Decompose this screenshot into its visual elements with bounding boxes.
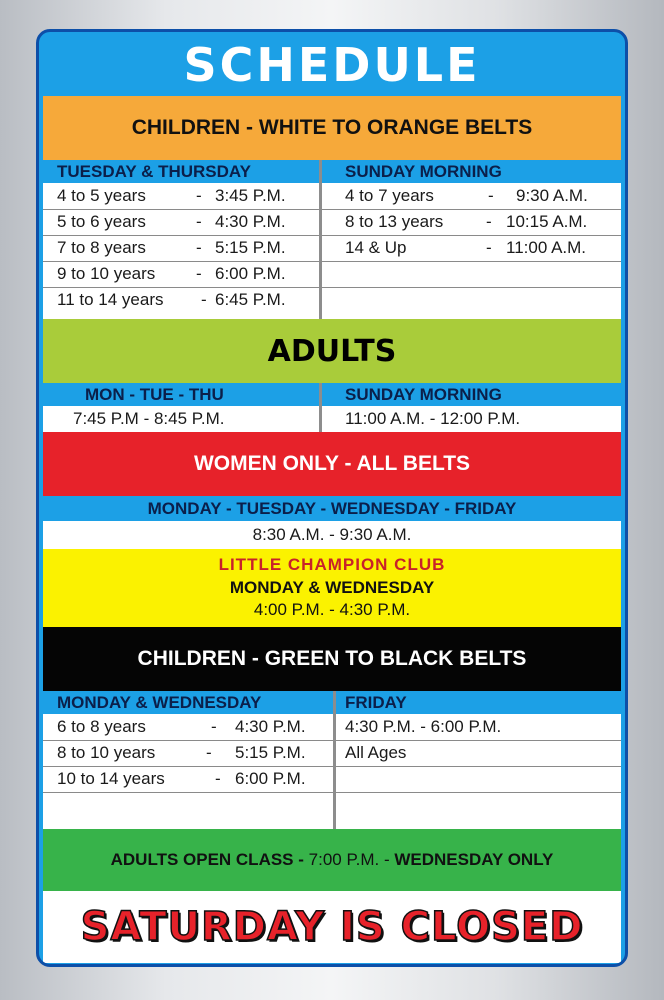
little-champion-days: MONDAY & WEDNESDAY: [229, 578, 435, 597]
children-green-left-header: MONDAY & WEDNESDAY: [57, 693, 262, 712]
list-item: 5 to 6 years: [57, 212, 146, 231]
adults-right-time: 11:00 A.M. - 12:00 P.M.: [345, 409, 521, 428]
list-item: 8 to 13 years: [345, 212, 444, 231]
list-item-time: 3:45 P.M.: [215, 186, 286, 205]
open-class-label: ADULTS OPEN CLASS -: [110, 850, 304, 869]
schedule-board: [36, 29, 628, 967]
list-item-time: 10:15 A.M.: [506, 212, 588, 231]
list-item: 7 to 8 years: [57, 238, 146, 257]
little-champion-section: [43, 549, 621, 627]
children-green-heading: CHILDREN - GREEN TO BLACK BELTS: [43, 627, 621, 691]
list-item: 6 to 8 years: [57, 717, 146, 736]
adults-heading: ADULTS: [43, 319, 621, 383]
open-class-section: [43, 829, 621, 891]
open-class-note: WEDNESDAY ONLY: [394, 850, 554, 869]
list-item-time: 5:15 P.M.: [235, 743, 306, 762]
list-item: 14 & Up: [345, 238, 407, 257]
children-white-header-row: [43, 160, 621, 183]
adults-left-time: 7:45 P.M - 8:45 P.M.: [73, 409, 225, 428]
children-white-left-header: TUESDAY & THURSDAY: [57, 162, 251, 181]
list-item: 9 to 10 years: [57, 264, 156, 283]
closed-notice-section: [43, 891, 621, 963]
list-item-time: 6:45 P.M.: [215, 290, 286, 309]
list-item: 10 to 14 years: [57, 769, 165, 788]
women-time: 8:30 A.M. - 9:30 A.M.: [252, 525, 412, 544]
women-heading: WOMEN ONLY - ALL BELTS: [43, 432, 621, 496]
children-white-heading: CHILDREN - WHITE TO ORANGE BELTS: [43, 96, 621, 160]
children-white-right-header: SUNDAY MORNING: [345, 162, 502, 181]
children-green-header-row: [43, 691, 621, 714]
adults-grid: [43, 406, 621, 432]
friday-time: 4:30 P.M. - 6:00 P.M.: [345, 717, 502, 736]
closed-notice: SATURDAY IS CLOSED: [80, 904, 584, 950]
women-days-row: [43, 496, 621, 521]
little-champion-name: LITTLE CHAMPION CLUB: [218, 555, 446, 574]
list-item: 4 to 5 years: [57, 186, 146, 205]
open-class-time: 7:00 P.M. -: [308, 850, 390, 869]
list-item-time: 11:00 A.M.: [506, 238, 587, 257]
list-item-time: 9:30 A.M.: [516, 186, 588, 205]
schedule-title: SCHEDULE: [183, 38, 481, 92]
adults-left-header: MON - TUE - THU: [85, 385, 224, 404]
adults-right-header: SUNDAY MORNING: [345, 385, 502, 404]
list-item-time: 6:00 P.M.: [215, 264, 286, 283]
list-item-time: 5:15 P.M.: [215, 238, 286, 257]
little-champion-time: 4:00 P.M. - 4:30 P.M.: [253, 600, 411, 619]
adults-header-row: [43, 383, 621, 406]
list-item-time: 6:00 P.M.: [235, 769, 306, 788]
children-green-grid: 6 to 8 years - 4:30 P.M. 8 to 10 years - 5:15 P.M. 10 to 14 years - 6:00 P.M. 4:30 P.M. - 6:00 P.M. All Ages: [43, 714, 621, 829]
children-green-right-header: FRIDAY: [345, 693, 407, 712]
children-white-grid: 4 to 5 years - 3:45 P.M. 5 to 6 years - 4:30 P.M. 7 to 8 years - 5:15 P.M. 9 to 10 years - 6:00 P.M. 11 to 14 years - 6:45 P.M. 4 to 7 years - 9:30 A.M. 8 to 13 years - 10:15 A.M. 14 & Up - 11:00 A.M.: [43, 183, 621, 319]
women-days: MONDAY - TUESDAY - WEDNESDAY - FRIDAY: [147, 499, 517, 518]
women-time-row: [43, 521, 621, 549]
friday-ages: All Ages: [345, 743, 407, 762]
list-item: 11 to 14 years: [57, 290, 164, 309]
list-item-time: 4:30 P.M.: [235, 717, 306, 736]
list-item-time: 4:30 P.M.: [215, 212, 286, 231]
list-item: 8 to 10 years: [57, 743, 156, 762]
list-item: 4 to 7 years: [345, 186, 434, 205]
